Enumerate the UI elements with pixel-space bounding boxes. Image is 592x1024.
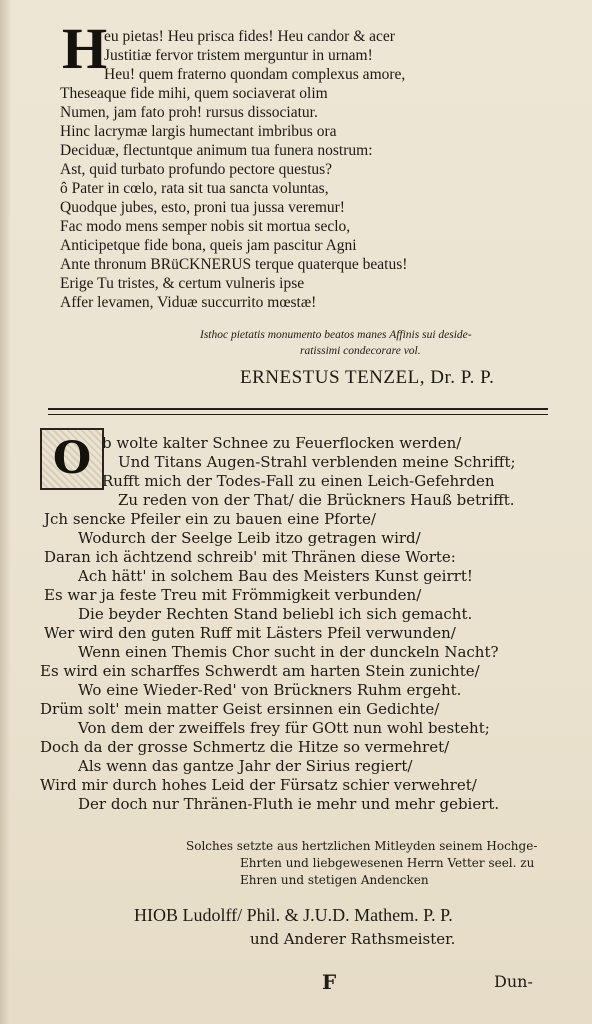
latin-line: ô Pater in cœlo, rata sit tua sancta voluntas,	[60, 180, 329, 197]
section-divider	[48, 408, 548, 410]
german-line: Die beyder Rechten Stand beliebl ich sich gemacht.	[78, 605, 473, 623]
german-line: Der doch nur Thränen-Fluth ie mehr und mehr gebiert.	[78, 795, 500, 813]
latin-dedication: ratissimi condecorare vol.	[300, 345, 421, 357]
german-line: Es war ja feste Treu mit Frömmigkeit verbunden/	[44, 586, 422, 604]
latin-line: eu pietas! Heu prisca fides! Heu candor & acer	[104, 28, 395, 45]
german-dedication: Solches setzte aus hertzlichen Mitleyden seinem Hochge-	[186, 839, 538, 853]
latin-line: Deciduæ, flectuntque animum tua funera nostrum:	[60, 142, 373, 159]
german-line: Wo eine Wieder-Red' von Brückners Ruhm ergeht.	[78, 681, 462, 699]
latin-dedication: Isthoc pietatis monumento beatos manes Affinis sui deside-	[200, 329, 472, 341]
german-line: b wolte kalter Schnee zu Feuerflocken werden/	[102, 434, 462, 452]
german-line: Drüm solt' mein matter Geist ersinnen ein Gedichte/	[40, 700, 440, 718]
german-signature: HIOB Ludolff/ Phil. & J.U.D. Mathem. P. P.	[134, 905, 453, 925]
latin-line: Numen, jam fato proh! rursus dissociatur.	[60, 104, 318, 121]
german-line: Als wenn das gantze Jahr der Sirius regiert/	[78, 757, 413, 775]
german-line: Wenn einen Themis Chor sucht in der dunckeln Nacht?	[78, 643, 499, 661]
catchword: Dun-	[494, 972, 533, 991]
german-line: Rufft mich der Todes-Fall zu einen Leich-Gefehrden	[102, 472, 495, 490]
latin-line: Justitiæ fervor tristem merguntur in urnam!	[104, 47, 373, 64]
latin-line: Quodque jubes, esto, proni tua jussa veremur!	[60, 199, 345, 216]
latin-drop-cap: H	[62, 16, 108, 81]
german-dedication: Ehren und stetigen Andencken	[240, 873, 429, 887]
signature-mark: F	[322, 970, 337, 994]
german-line: Von dem der zweiffels frey für GOtt nun wohl besteht;	[78, 719, 490, 737]
german-line: Zu reden von der That/ die Brückners Hauß betrifft.	[118, 491, 515, 509]
german-line: Wird mir durch hohes Leid der Fürsatz schier verwehret/	[40, 776, 477, 794]
latin-line: Ast, quid turbato profundo pectore questus?	[60, 161, 333, 178]
latin-line: Theseaque fide mihi, quem sociaverat olim	[60, 85, 328, 102]
section-divider	[48, 414, 548, 415]
latin-line: Fac modo mens semper nobis sit mortua seclo,	[60, 218, 351, 235]
german-line: Wodurch der Seelge Leib itzo getragen wird/	[78, 529, 421, 547]
german-ornate-initial: O	[40, 428, 104, 490]
german-line: Und Titans Augen-Strahl verblenden meine Schrifft;	[118, 453, 516, 471]
latin-line: Erige Tu tristes, & certum vulneris ipse	[60, 275, 305, 292]
page-binding-edge	[0, 0, 10, 1024]
german-line: Jch sencke Pfeiler ein zu bauen eine Pforte/	[44, 510, 376, 528]
latin-line: Hinc lacrymæ largis humectant imbribus ora	[60, 123, 337, 140]
german-line: Es wird ein scharffes Schwerdt am harten Stein zunichte/	[40, 662, 480, 680]
latin-line: Heu! quem fraterno quondam complexus amore,	[104, 66, 406, 83]
german-dedication: Ehrten und liebgewesenen Herrn Vetter seel. zu	[240, 856, 535, 870]
latin-line: Ante thronum BRüCKNERUS terque quaterque beatus!	[60, 256, 408, 273]
latin-signature: ERNESTUS TENZEL, Dr. P. P.	[240, 367, 495, 388]
german-line: Ach hätt' in solchem Bau des Meisters Kunst geirrt!	[78, 567, 473, 585]
latin-line: Anticipetque fide bona, queis jam pascitur Agni	[60, 237, 357, 254]
latin-line: Affer levamen, Viduæ succurrito mœstæ!	[60, 294, 317, 311]
german-line: Daran ich ächtzend schreib' mit Thränen diese Worte:	[44, 548, 456, 566]
german-line: Wer wird den guten Ruff mit Lästers Pfeil verwunden/	[44, 624, 456, 642]
german-signature-title: und Anderer Rathsmeister.	[250, 930, 456, 948]
german-line: Doch da der grosse Schmertz die Hitze so vermehret/	[40, 738, 450, 756]
